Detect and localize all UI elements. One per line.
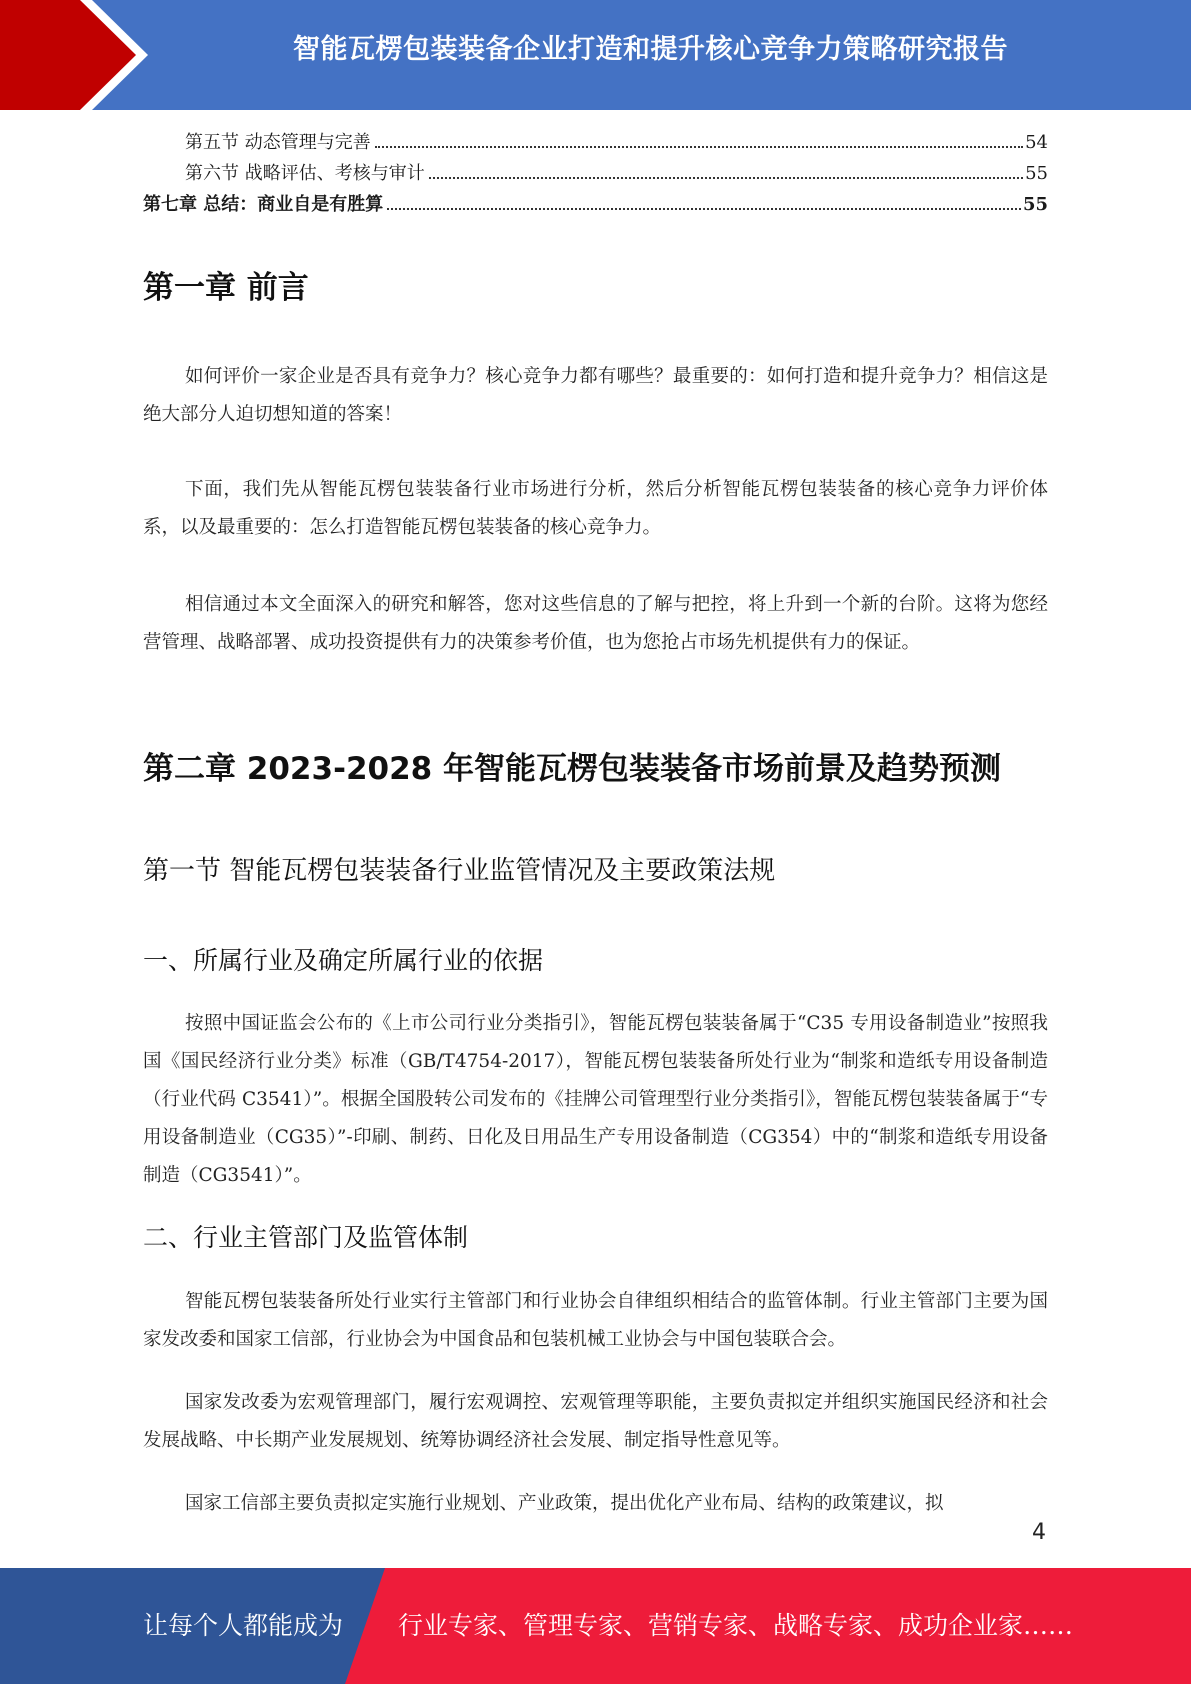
subsection-1-heading: 一、所属行业及确定所属行业的依据 xyxy=(143,946,544,975)
chapter-1-paragraph: 如何评价一家企业是否具有竞争力？核心竞争力都有哪些？最重要的：如何打造和提升竞争力？相信这是绝大部分人迫切想知道的答案！ xyxy=(143,366,1048,425)
footer-slogan-right: 行业专家、管理专家、营销专家、战略专家、成功企业家…… xyxy=(398,1611,1074,1640)
chapter-1-paragraph: 相信通过本文全面深入的研究和解答，您对这些信息的了解与把控，将上升到一个新的台阶。这将为您经营管理、战略部署、成功投资提供有力的决策参考价值，也为您抢占市场先机提供有力的保证。 xyxy=(143,594,1048,653)
section-1-heading: 第一节 智能瓦楞包装装备行业监管情况及主要政策法规 xyxy=(143,856,776,886)
subsection-2-paragraph: 国家发改委为宏观管理部门，履行宏观调控、宏观管理等职能，主要负责拟定并组织实施国民经济和社会发展战略、中长期产业发展规划、统筹协调经济社会发展、制定指导性意见等。 xyxy=(143,1392,1048,1451)
toc-entry[interactable] xyxy=(143,190,1048,221)
header-banner xyxy=(0,0,1191,110)
toc-leader-dots xyxy=(387,208,1021,210)
chapter-2-heading: 第二章 2023-2028 年智能瓦楞包装装备市场前景及趋势预测 xyxy=(143,751,1002,787)
footer-banner xyxy=(0,1568,1191,1684)
table-of-contents xyxy=(143,128,1048,221)
toc-entry-page: 54 xyxy=(1025,132,1048,153)
toc-entry-label: 第五节 动态管理与完善 xyxy=(185,132,371,153)
toc-entry-page: 55 xyxy=(1025,163,1048,184)
subsection-1-paragraph: 按照中国证监会公布的《上市公司行业分类指引》，智能瓦楞包装装备属于“C35 专用设备制造业”按照我国《国民经济行业分类》标准（GB/T4754-2017），智能瓦楞包装装备所处行业为“制浆和造纸专用设备制造（行业代码 C3541）”。根据全国股转公司发布的《挂牌公司管理型行业分类指引》，智能瓦楞包装装备属于“专用设备制造业（CG35）”-印刷、制药、日化及日用品生产专用设备制造（CG354）中的“制浆和造纸专用设备制造（CG3541）”。 xyxy=(143,1013,1048,1186)
footer-slogan-left: 让每个人都能成为 xyxy=(143,1611,344,1640)
chapter-1-paragraph: 下面，我们先从智能瓦楞包装装备行业市场进行分析，然后分析智能瓦楞包装装备的核心竞争力评价体系，以及最重要的：怎么打造智能瓦楞包装装备的核心竞争力。 xyxy=(143,479,1048,538)
toc-entry[interactable] xyxy=(143,159,1048,190)
red-chevron-logo xyxy=(0,0,150,110)
toc-entry-label: 第七章 总结：商业自是有胜算 xyxy=(143,194,384,215)
page-number: 4 xyxy=(1032,1520,1046,1545)
toc-entry-label: 第六节 战略评估、考核与审计 xyxy=(185,163,425,184)
subsection-2-heading: 二、行业主管部门及监管体制 xyxy=(143,1223,469,1252)
subsection-2-paragraph: 国家工信部主要负责拟定实施行业规划、产业政策，提出优化产业布局、结构的政策建议，拟 xyxy=(185,1493,944,1514)
toc-leader-dots xyxy=(375,146,1023,148)
toc-entry-page: 55 xyxy=(1022,194,1048,215)
toc-entry[interactable] xyxy=(143,128,1048,159)
subsection-2-paragraph: 智能瓦楞包装装备所处行业实行主管部门和行业协会自律组织相结合的监管体制。行业主管部门主要为国家发改委和国家工信部，行业协会为中国食品和包装机械工业协会与中国包装联合会。 xyxy=(143,1291,1048,1350)
chapter-1-heading: 第一章 前言 xyxy=(143,270,309,306)
report-title: 智能瓦楞包装装备企业打造和提升核心竞争力策略研究报告 xyxy=(293,34,1008,65)
toc-leader-dots xyxy=(429,177,1023,179)
